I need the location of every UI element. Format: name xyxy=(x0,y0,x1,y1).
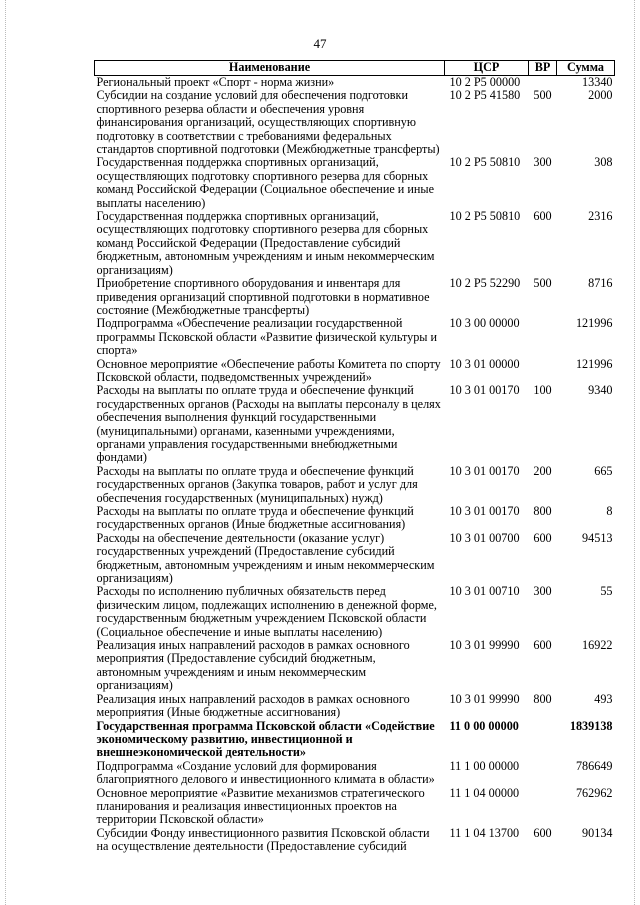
row-name: Региональный проект «Спорт - норма жизни» xyxy=(96,75,335,89)
row-vr: 800 xyxy=(533,504,552,518)
row-vr: 600 xyxy=(533,638,552,653)
table-row xyxy=(95,358,615,385)
row-sum: 2316 xyxy=(588,209,613,224)
row-sum: 2000 xyxy=(588,88,613,103)
row-vr xyxy=(529,317,557,357)
row-csr: 10 2 P5 41580 xyxy=(449,88,521,103)
row-vr xyxy=(529,787,557,827)
row-vr: 600 xyxy=(533,825,552,840)
row-sum: 762962 xyxy=(575,785,613,800)
row-csr: 10 2 P5 50810 xyxy=(449,155,521,170)
row-vr: 500 xyxy=(533,88,552,103)
row-sum: 8 xyxy=(606,504,613,518)
row-sum: 9340 xyxy=(588,383,613,398)
page-number: 47 xyxy=(313,36,327,51)
table-row xyxy=(95,505,615,532)
row-vr: 300 xyxy=(533,155,552,170)
row-csr: 10 3 01 00000 xyxy=(449,356,520,371)
row-csr: 11 1 04 13700 xyxy=(449,825,520,840)
row-csr: 10 3 01 00700 xyxy=(449,530,520,545)
row-name: Основное мероприятие «Развитие механизмов стратегического планирования и реализация инвестиционных проектов на территории Псковской области» xyxy=(96,785,425,827)
row-vr: 600 xyxy=(533,209,552,224)
row-vr xyxy=(529,76,557,90)
table-row xyxy=(95,787,615,827)
row-name: Основное мероприятие «Обеспечение работы Комитета по спорту Псковской области, подведомственных учреждений» xyxy=(96,356,441,384)
row-vr: 100 xyxy=(533,383,552,398)
row-name: Расходы на выплаты по оплате труда и обеспечение функций государственных органов (Расходы на выплаты персоналу в целях обеспечения выполнения функций государственными (муниципальными) органами, казенными учреждениями, органами управления государственными внебюджетными фондами) xyxy=(96,383,441,465)
table-row xyxy=(95,210,615,277)
row-name: Расходы на выплаты по оплате труда и обеспечение функций государственных органов (Иные бюджетные ассигнования) xyxy=(96,504,414,532)
row-vr: 200 xyxy=(533,463,552,478)
row-csr: 10 3 01 00170 xyxy=(449,504,520,518)
row-sum: 308 xyxy=(594,155,613,170)
scan-edge-left xyxy=(5,0,6,905)
row-vr xyxy=(529,358,557,385)
row-name: Субсидии на создание условий для обеспечения подготовки спортивного резерва области и обеспечения уровня финансирования организаций, осуществляющих спортивную подготовку в соответствии с требованиями федеральных стандартов спортивной подготовки (Межбюджетные трансферты) xyxy=(96,88,440,157)
row-sum: 13340 xyxy=(582,75,613,89)
row-csr: 10 3 01 00170 xyxy=(449,383,520,398)
row-name: Государственная программа Псковской области «Содействие экономическому развитию, инвестиционной и внешнеэкономической деятельности» xyxy=(96,718,435,760)
row-csr: 11 0 00 00000 xyxy=(449,718,519,733)
table-row xyxy=(95,827,615,854)
row-sum: 786649 xyxy=(575,758,613,773)
row-sum: 121996 xyxy=(575,316,613,331)
row-name: Субсидии Фонду инвестиционного развития Псковской области на осуществление деятельности (Предоставление субсидий xyxy=(96,825,430,854)
row-name: Приобретение спортивного оборудования и инвентаря для приведения организаций спортивной подготовки в нормативное состояние (Межбюджетные трансферты) xyxy=(96,276,430,317)
row-sum: 121996 xyxy=(575,356,613,371)
row-sum: 94513 xyxy=(582,530,613,545)
header-csr: ЦСР xyxy=(445,61,529,76)
scan-edge-right xyxy=(634,0,635,905)
row-vr: 300 xyxy=(533,584,552,599)
row-name: Подпрограмма «Обеспечение реализации государственной программы Псковской области «Развитие физической культуры и спорта» xyxy=(96,316,438,358)
table-row xyxy=(95,465,615,505)
row-vr: 500 xyxy=(533,276,552,291)
table-row xyxy=(95,76,615,90)
row-csr: 10 3 00 00000 xyxy=(449,316,520,331)
row-sum: 493 xyxy=(594,691,613,706)
table-row xyxy=(95,639,615,693)
row-sum: 16922 xyxy=(582,638,613,653)
table-header-row xyxy=(95,61,615,76)
table-row xyxy=(95,720,615,760)
row-sum: 1839138 xyxy=(569,718,613,733)
table-row xyxy=(95,585,615,639)
row-csr: 10 3 01 99990 xyxy=(449,638,520,653)
header-vr: ВР xyxy=(529,61,557,76)
table-row xyxy=(95,760,615,787)
row-name: Подпрограмма «Создание условий для формирования благоприятного делового и инвестиционного климата в области» xyxy=(96,758,435,787)
table-row xyxy=(95,693,615,720)
row-csr: 10 3 01 00710 xyxy=(449,584,520,599)
row-sum: 8716 xyxy=(588,276,613,291)
row-sum: 90134 xyxy=(582,825,613,840)
row-vr xyxy=(529,720,557,760)
table-row xyxy=(95,384,615,464)
table-row xyxy=(95,532,615,586)
row-vr xyxy=(529,760,557,787)
row-name: Расходы по исполнению публичных обязательств перед физическим лицом, подлежащих исполнению в денежной форме, государственным бюджетным учреждением Псковской области (Социальное обеспечение и иные выплаты населению) xyxy=(96,584,437,639)
row-name: Государственная поддержка спортивных организаций, осуществляющих подготовку спортивного резерва для сборных команд Российской Федерации (Предоставление субсидий бюджетным, автономным учреждениям и иным некоммерческим организациям) xyxy=(96,209,435,277)
row-csr: 10 3 01 00170 xyxy=(449,463,520,478)
header-sum: Сумма xyxy=(557,61,615,76)
row-csr: 11 1 00 00000 xyxy=(449,758,520,773)
row-name: Реализация иных направлений расходов в рамках основного мероприятия (Предоставление субсидий бюджетным, автономным учреждениям и иным некоммерческим организациям) xyxy=(96,638,410,693)
table-row xyxy=(95,317,615,357)
row-vr: 600 xyxy=(533,530,552,545)
row-sum: 55 xyxy=(600,584,613,599)
row-csr: 10 2 P5 52290 xyxy=(449,276,521,291)
row-name: Расходы на обеспечение деятельности (оказание услуг) государственных учреждений (Предоставление субсидий бюджетным, автономным учреждениям и иным некоммерческим организациям) xyxy=(96,530,435,586)
row-csr: 10 2 P5 00000 xyxy=(449,75,521,89)
table-row xyxy=(95,156,615,210)
row-vr: 800 xyxy=(533,691,552,706)
budget-table xyxy=(94,60,615,854)
header-name: Наименование xyxy=(95,61,445,76)
table-row xyxy=(95,89,615,156)
row-name: Расходы на выплаты по оплате труда и обеспечение функций государственных органов (Закупка товаров, работ и услуг для обеспечения государственных (муниципальных) нужд) xyxy=(96,463,418,505)
row-csr: 11 1 04 00000 xyxy=(449,785,520,800)
table-row xyxy=(95,277,615,317)
row-name: Государственная поддержка спортивных организаций, осуществляющих подготовку спортивного резерва для сборных команд Российской Федерации (Социальное обеспечение и иные выплаты населению) xyxy=(96,155,435,210)
row-name: Реализация иных направлений расходов в рамках основного мероприятия (Иные бюджетные ассигнования) xyxy=(96,691,410,720)
row-csr: 10 3 01 99990 xyxy=(449,691,520,706)
row-sum: 665 xyxy=(594,463,613,478)
row-csr: 10 2 P5 50810 xyxy=(449,209,521,224)
table-body xyxy=(95,76,615,854)
